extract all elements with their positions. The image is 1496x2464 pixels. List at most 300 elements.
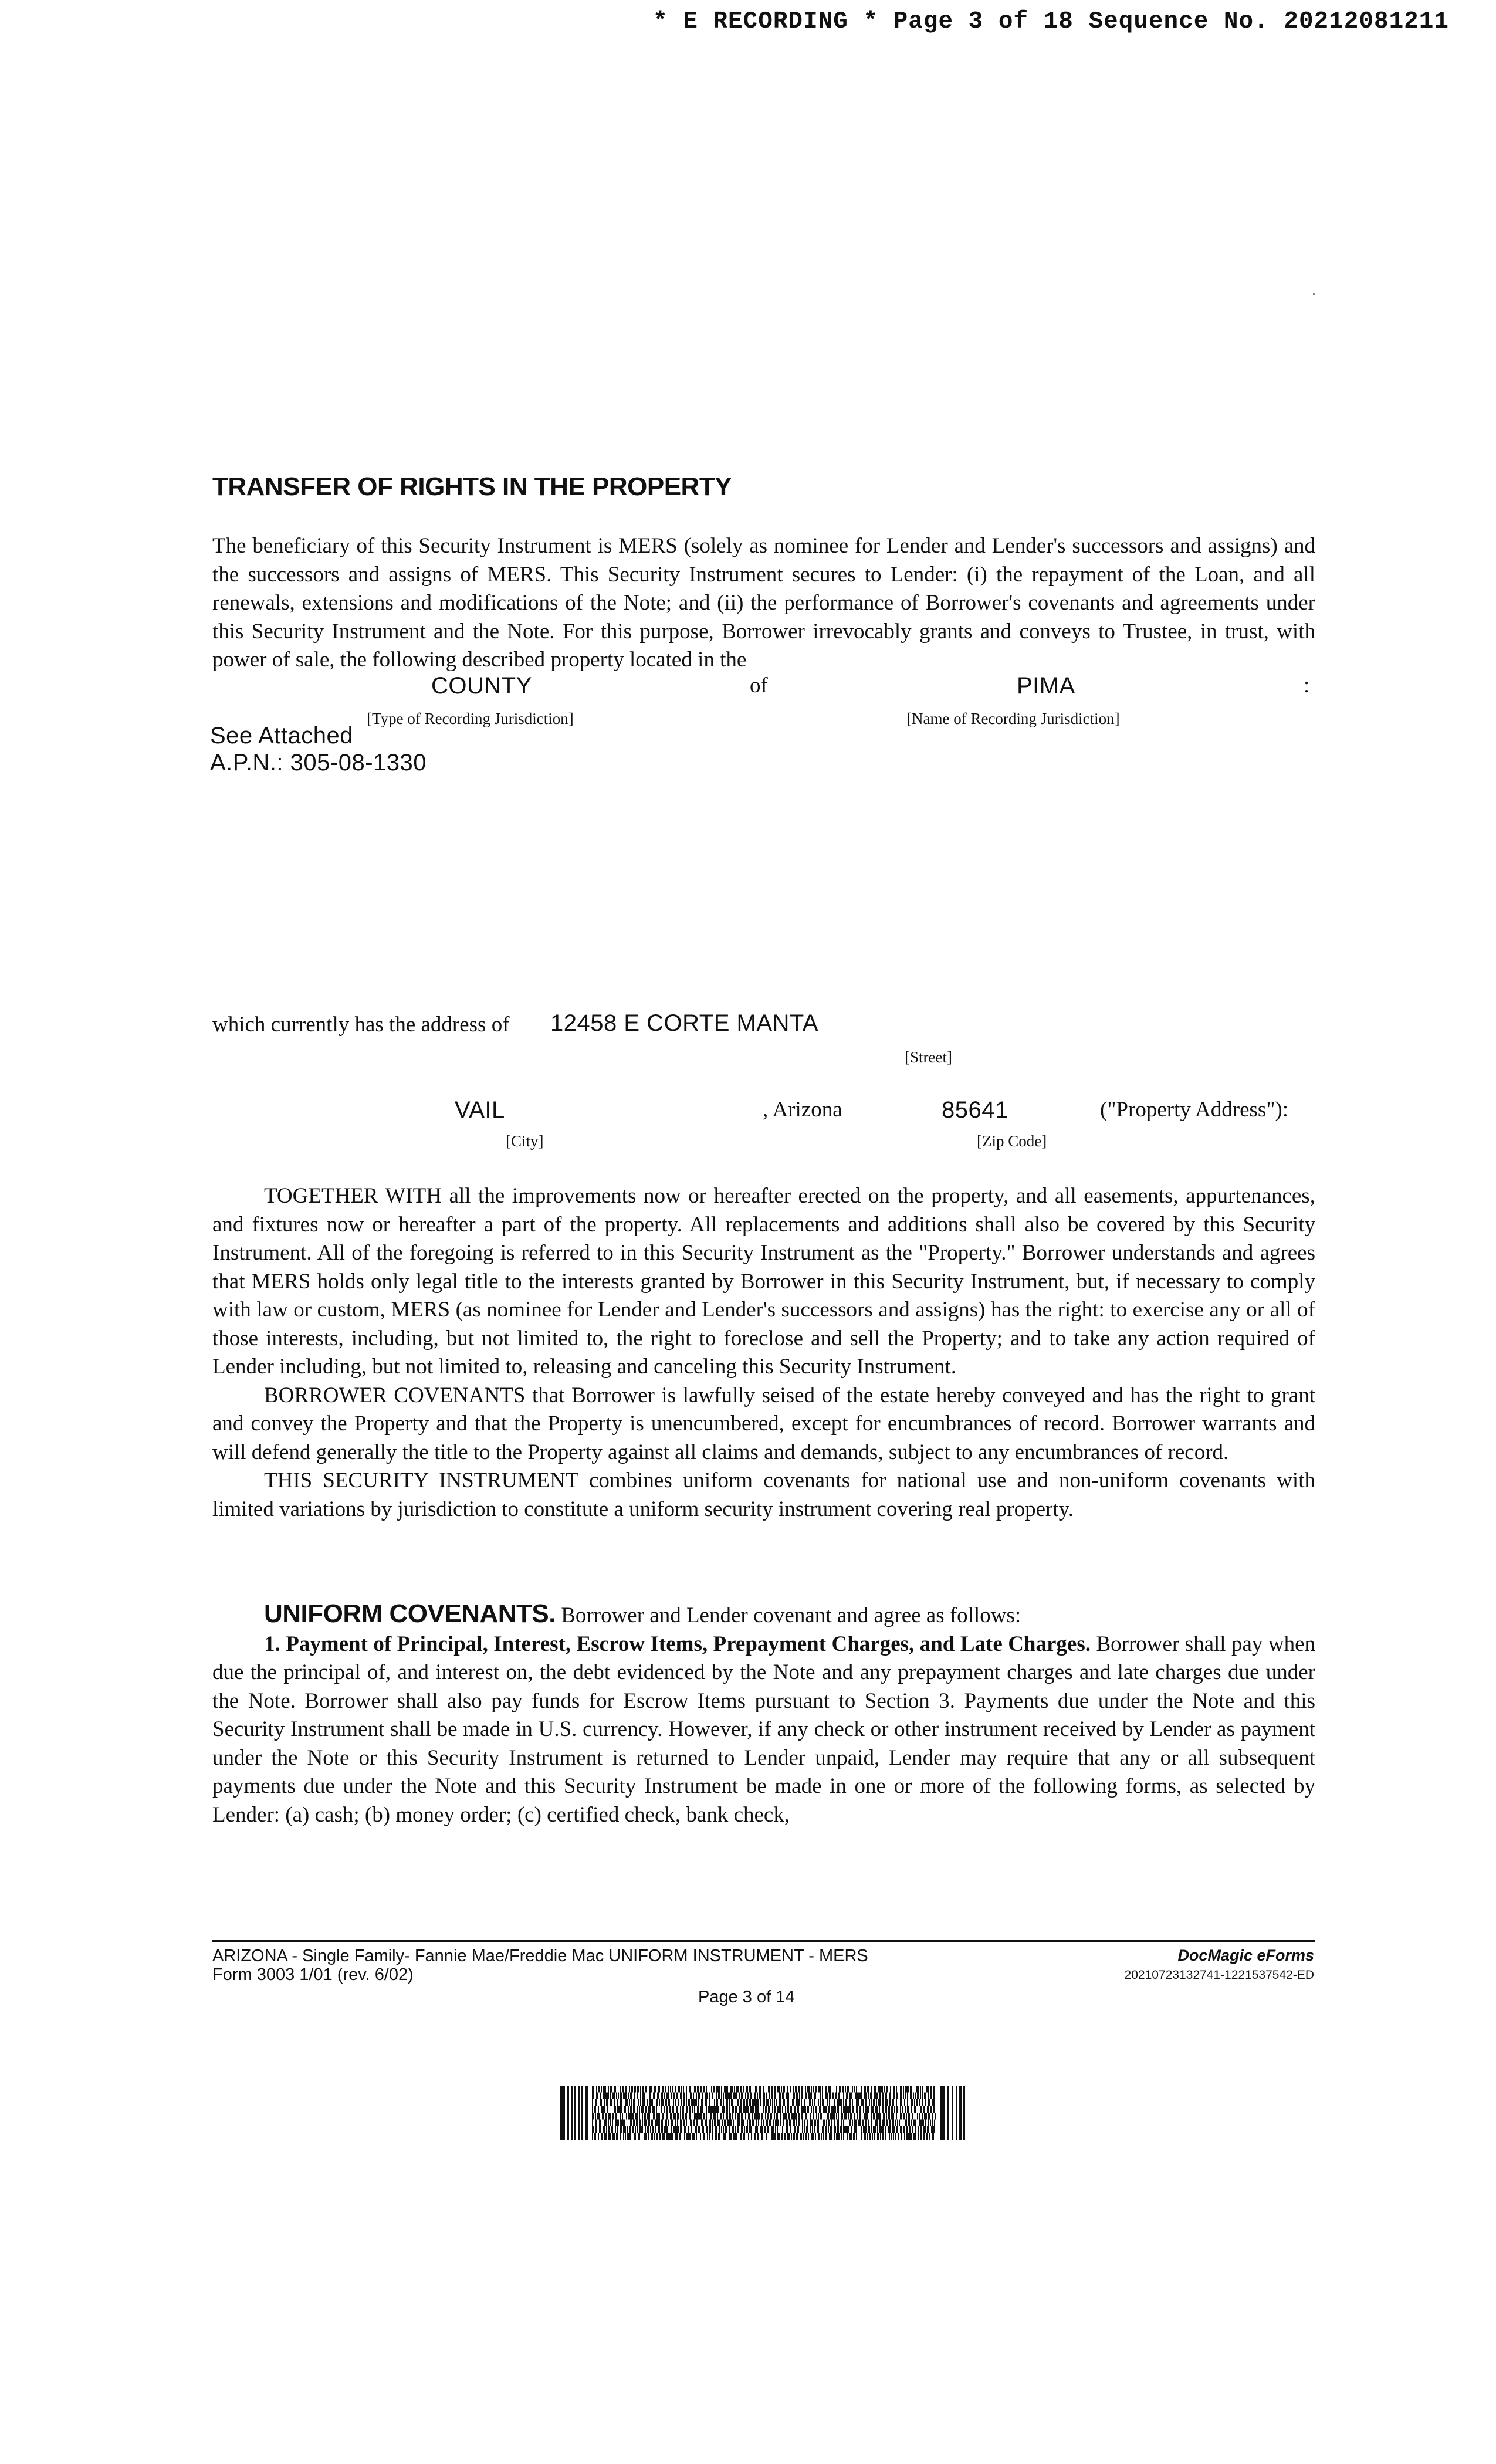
barcode-module: [862, 2120, 864, 2127]
barcode-module: [685, 2113, 687, 2120]
barcode-module: [889, 2099, 891, 2106]
barcode-module: [924, 2113, 926, 2120]
barcode-module: [642, 2093, 645, 2100]
barcode-module: [879, 2113, 881, 2120]
barcode-module: [725, 2086, 727, 2093]
barcode-module: [856, 2086, 857, 2093]
barcode-module: [885, 2099, 886, 2106]
barcode-module: [919, 2113, 920, 2120]
barcode-module: [642, 2120, 643, 2127]
barcode-module: [851, 2126, 852, 2133]
barcode-module: [926, 2086, 929, 2093]
barcode-module: [710, 2113, 712, 2120]
footer-page-number: Page 3 of 14: [698, 1988, 795, 2006]
barcode-module: [760, 2126, 763, 2133]
barcode-module: [608, 2126, 610, 2133]
barcode-module: [658, 2113, 659, 2120]
barcode-module: [818, 2086, 820, 2093]
barcode-module: [841, 2113, 843, 2120]
barcode-module: [814, 2120, 816, 2127]
barcode-module: [779, 2133, 780, 2140]
barcode-module: [680, 2106, 681, 2113]
barcode-module: [670, 2113, 672, 2120]
barcode-module: [922, 2113, 923, 2120]
barcode-module: [761, 2113, 763, 2120]
barcode-module: [850, 2113, 852, 2120]
barcode-module: [865, 2120, 867, 2127]
barcode-module: [633, 2099, 635, 2106]
barcode-module: [867, 2133, 868, 2140]
barcode-module: [900, 2126, 902, 2133]
barcode-module: [612, 2113, 614, 2120]
barcode-module: [754, 2093, 756, 2100]
barcode-module: [807, 2106, 808, 2113]
barcode-module: [756, 2126, 758, 2133]
barcode-module: [834, 2106, 836, 2113]
barcode-module: [625, 2126, 626, 2133]
barcode-module: [739, 2093, 740, 2100]
barcode-module: [894, 2106, 895, 2113]
property-address-label: ("Property Address"):: [1100, 1098, 1289, 1122]
barcode-module: [766, 2133, 767, 2140]
barcode-module: [729, 2126, 730, 2133]
barcode-module: [648, 2133, 649, 2140]
barcode-module: [841, 2106, 842, 2113]
barcode-module: [694, 2086, 696, 2093]
barcode-module: [868, 2086, 869, 2093]
barcode-module: [608, 2133, 611, 2140]
barcode-module: [743, 2120, 744, 2127]
barcode-module: [763, 2099, 765, 2106]
barcode-module: [780, 2120, 781, 2127]
barcode-module: [879, 2120, 881, 2127]
barcode-module: [845, 2086, 846, 2093]
barcode-module: [664, 2126, 665, 2133]
barcode-module: [830, 2133, 832, 2140]
barcode-module: [677, 2113, 679, 2120]
barcode-module: [780, 2093, 781, 2100]
barcode-module: [829, 2093, 831, 2100]
barcode-module: [600, 2099, 602, 2106]
barcode-module: [712, 2133, 713, 2140]
barcode-module: [703, 2133, 705, 2140]
transfer-paragraph: The beneficiary of this Security Instrument is MERS (solely as nominee for Lender and Lender's successors and assigns) and the successors and assigns of MERS. This Security Instrument secures to Lender: (i) the repayment of the Loan, and all renewals, extensions and modifications of the Note; and (ii) the performance of Borrower's covenants and agreements under this Security Instrument and the Note. For this purpose, Borrower irrevocably grants and conveys to Trustee, in trust, with power of sale, the following described property located in the: [212, 534, 1315, 672]
barcode-module: [930, 2120, 931, 2127]
barcode-module: [892, 2120, 894, 2127]
barcode-module: [900, 2113, 902, 2120]
barcode-module: [877, 2133, 878, 2140]
uniform-covenants-block: [212, 1600, 1315, 1829]
barcode-module: [844, 2113, 845, 2120]
barcode-module: [750, 2106, 752, 2113]
barcode-module: [797, 2099, 800, 2106]
barcode-module: [723, 2126, 724, 2133]
barcode-module: [706, 2126, 708, 2133]
barcode-module: [784, 2113, 786, 2120]
barcode-module: [696, 2113, 699, 2120]
barcode-module: [617, 2120, 619, 2127]
barcode-module: [920, 2133, 922, 2140]
barcode-module: [642, 2086, 644, 2093]
barcode-module: [913, 2120, 916, 2127]
barcode-module: [682, 2106, 684, 2113]
barcode-module: [635, 2126, 636, 2133]
barcode-module: [606, 2126, 607, 2133]
barcode-module: [747, 2126, 748, 2133]
barcode-module: [810, 2120, 813, 2127]
barcode-module: [863, 2106, 864, 2113]
barcode-module: [822, 2093, 823, 2100]
legal-description-line1: See Attached: [210, 723, 353, 749]
barcode-module: [831, 2106, 834, 2113]
barcode-module: [745, 2113, 746, 2120]
barcode-module: [835, 2093, 837, 2100]
barcode-module: [916, 2086, 919, 2093]
barcode-module: [749, 2120, 751, 2127]
barcode-module: [832, 2113, 835, 2120]
footer-form-line2: Form 3003 1/01 (rev. 6/02): [212, 1965, 414, 1984]
barcode-module: [828, 2086, 831, 2093]
barcode-module: [871, 2126, 872, 2133]
barcode-module: [729, 2113, 731, 2120]
barcode-module: [616, 2133, 618, 2140]
barcode-module: [830, 2126, 832, 2133]
barcode-module: [626, 2113, 627, 2120]
barcode-module: [733, 2120, 734, 2127]
barcode-module: [770, 2099, 771, 2106]
barcode-module: [601, 2106, 603, 2113]
barcode-module: [881, 2086, 883, 2093]
barcode-module: [630, 2120, 632, 2127]
barcode-module: [914, 2106, 916, 2113]
barcode-module: [648, 2120, 650, 2127]
barcode-module: [898, 2133, 899, 2140]
barcode-module: [935, 2113, 936, 2120]
barcode-module: [779, 2106, 781, 2113]
barcode-module: [925, 2120, 926, 2127]
barcode-module: [848, 2106, 849, 2113]
barcode-module: [656, 2133, 658, 2140]
barcode-module: [900, 2099, 902, 2106]
barcode-module: [620, 2133, 621, 2140]
barcode-module: [698, 2099, 699, 2106]
barcode-module: [791, 2133, 792, 2140]
barcode-module: [657, 2093, 659, 2100]
barcode-module: [861, 2086, 862, 2093]
barcode-module: [808, 2093, 811, 2100]
barcode-module: [630, 2093, 632, 2100]
barcode-module: [933, 2106, 935, 2113]
barcode-module: [705, 2099, 707, 2106]
barcode-module: [837, 2099, 840, 2106]
barcode-module: [788, 2093, 789, 2100]
barcode-module: [861, 2093, 862, 2100]
barcode-module: [841, 2120, 842, 2127]
barcode-module: [763, 2093, 765, 2100]
barcode-module: [622, 2086, 624, 2093]
barcode-module: [920, 2126, 922, 2133]
barcode-module: [865, 2126, 867, 2133]
barcode-module: [714, 2120, 716, 2127]
barcode-module: [906, 2126, 908, 2133]
barcode-module: [874, 2133, 875, 2140]
barcode-module: [601, 2133, 603, 2140]
barcode-module: [740, 2086, 742, 2093]
barcode-module: [838, 2133, 840, 2140]
barcode-module: [725, 2126, 727, 2133]
barcode-module: [666, 2133, 669, 2140]
barcode-module: [933, 2126, 935, 2133]
barcode-module: [661, 2099, 662, 2106]
barcode-module: [617, 2099, 618, 2106]
barcode-module: [871, 2099, 872, 2106]
barcode-module: [631, 2086, 633, 2093]
barcode-module: [605, 2113, 607, 2120]
barcode-module: [719, 2126, 720, 2133]
barcode-module: [903, 2126, 905, 2133]
barcode-module: [905, 2086, 906, 2093]
barcode-module: [717, 2120, 719, 2127]
barcode-module: [871, 2086, 872, 2093]
barcode-module: [813, 2086, 814, 2093]
barcode-module: [737, 2099, 739, 2106]
barcode-module: [881, 2126, 884, 2133]
barcode-module: [918, 2126, 919, 2133]
barcode-module: [743, 2099, 745, 2106]
barcode-module: [882, 2093, 884, 2100]
barcode-module: [793, 2133, 795, 2140]
barcode-module: [750, 2086, 751, 2093]
barcode-module: [849, 2099, 851, 2106]
barcode-module: [734, 2086, 735, 2093]
barcode-module: [719, 2120, 720, 2127]
barcode-module: [843, 2099, 844, 2106]
barcode-module: [926, 2113, 927, 2120]
barcode-module: [782, 2106, 783, 2113]
barcode-module: [905, 2106, 906, 2113]
barcode-module: [811, 2093, 812, 2100]
barcode-module: [845, 2099, 847, 2106]
barcode-module: [823, 2120, 825, 2127]
barcode-module: [811, 2106, 812, 2113]
barcode-module: [790, 2086, 791, 2093]
barcode-module: [726, 2099, 728, 2106]
barcode-module: [625, 2133, 626, 2140]
barcode-module: [634, 2093, 635, 2100]
barcode-module: [903, 2113, 905, 2120]
barcode-module: [712, 2120, 713, 2127]
barcode-module: [585, 2086, 588, 2140]
covenant-1-text: Borrower shall pay when due the principal of, and interest on, the debt evidenced by the Note and any prepayment charges and late charges due under the Note. Borrower shall also pay funds for Escrow Items pursuant to Section 3. Payments due under the Note and this Security Instrument shall be made in U.S. currency. However, if any check or other instrument received by Lender as payment under the Note or this Security Instrument is returned to Lender unpaid, Lender may require that any or all subsequent payments due under the Note and this Security Instrument be made in one or more of the following forms, as selected by Lender: (a) cash; (b) money order; (c) certified check, bank check,: [212, 1632, 1316, 1827]
uniform-covenants-intro-line: [212, 1600, 1315, 1630]
legal-description-apn: A.P.N.: 305-08-1330: [210, 750, 427, 776]
barcode-module: [870, 2093, 872, 2100]
barcode-module: [798, 2120, 800, 2127]
barcode-module: [918, 2133, 919, 2140]
barcode-module: [630, 2106, 632, 2113]
barcode-module: [729, 2099, 730, 2106]
barcode-module: [871, 2106, 872, 2113]
document-barcode: [560, 2086, 965, 2140]
barcode-module: [907, 2099, 908, 2106]
barcode-module: [673, 2093, 675, 2100]
barcode-module: [656, 2099, 658, 2106]
barcode-module: [744, 2126, 745, 2133]
barcode-module: [847, 2133, 848, 2140]
barcode-module: [868, 2126, 870, 2133]
barcode-module: [706, 2106, 707, 2113]
barcode-module: [869, 2099, 870, 2106]
barcode-module: [676, 2093, 678, 2100]
barcode-module: [813, 2106, 814, 2113]
barcode-module: [847, 2086, 849, 2093]
barcode-module: [610, 2086, 611, 2093]
barcode-module: [726, 2106, 728, 2113]
barcode-module: [748, 2133, 749, 2140]
barcode-module: [849, 2133, 852, 2140]
barcode-module: [845, 2113, 847, 2120]
barcode-module: [859, 2106, 861, 2113]
barcode-module: [686, 2106, 688, 2113]
barcode-module: [892, 2126, 893, 2133]
barcode-module: [842, 2086, 844, 2093]
barcode-module: [783, 2099, 785, 2106]
barcode-module: [681, 2093, 682, 2100]
barcode-module: [911, 2133, 912, 2140]
barcode-module: [690, 2120, 692, 2127]
barcode-module: [757, 2133, 759, 2140]
barcode-module: [719, 2086, 720, 2093]
barcode-module: [927, 2126, 929, 2133]
barcode-module: [746, 2086, 748, 2093]
barcode-module: [919, 2120, 922, 2127]
barcode-module: [909, 2126, 911, 2133]
uniform-covenants-intro: Borrower and Lender covenant and agree as follows:: [556, 1603, 1021, 1627]
barcode-module: [915, 2126, 916, 2133]
barcode-module: [875, 2120, 876, 2127]
barcode-module: [592, 2133, 593, 2140]
barcode-module: [754, 2133, 756, 2140]
barcode-module: [713, 2113, 715, 2120]
barcode-module: [841, 2133, 842, 2140]
barcode-module: [912, 2126, 913, 2133]
barcode-module: [882, 2099, 884, 2106]
barcode-module: [874, 2093, 876, 2100]
barcode-module: [705, 2120, 707, 2127]
barcode-module: [798, 2113, 800, 2120]
barcode-module: [608, 2093, 609, 2100]
barcode-module: [930, 2093, 932, 2100]
barcode-module: [871, 2120, 872, 2127]
barcode-module: [637, 2126, 638, 2133]
barcode-module: [822, 2126, 824, 2133]
barcode-module: [839, 2086, 841, 2093]
barcode-module: [932, 2099, 935, 2106]
barcode-module: [889, 2093, 891, 2100]
barcode-module: [689, 2106, 691, 2113]
barcode-module: [878, 2133, 879, 2140]
barcode-module: [731, 2099, 733, 2106]
barcode-module: [932, 2133, 934, 2140]
barcode-module: [681, 2099, 682, 2106]
barcode-module: [840, 2126, 842, 2133]
barcode-module: [922, 2086, 923, 2093]
barcode-module: [665, 2099, 667, 2106]
barcode-module: [689, 2086, 691, 2093]
barcode-module: [885, 2126, 886, 2133]
barcode-module: [795, 2086, 797, 2093]
barcode-module: [837, 2120, 839, 2127]
barcode-module: [825, 2133, 827, 2140]
barcode-module: [745, 2093, 746, 2100]
barcode-module: [601, 2086, 602, 2093]
barcode-module: [729, 2106, 730, 2113]
barcode-module: [695, 2099, 697, 2106]
barcode-module: [658, 2120, 660, 2127]
barcode-module: [733, 2093, 735, 2100]
barcode-module: [683, 2120, 685, 2127]
barcode-module: [574, 2086, 576, 2140]
barcode-module: [654, 2086, 656, 2093]
barcode-module: [834, 2120, 835, 2127]
barcode-module: [906, 2086, 909, 2093]
barcode-module: [600, 2093, 601, 2100]
barcode-module: [690, 2093, 691, 2100]
barcode-module: [757, 2106, 759, 2113]
barcode-module: [741, 2126, 743, 2133]
barcode-module: [915, 2093, 916, 2100]
barcode-module: [672, 2106, 674, 2113]
barcode-module: [603, 2093, 604, 2100]
barcode-module: [656, 2120, 658, 2127]
barcode-module: [761, 2133, 763, 2140]
barcode-module: [709, 2120, 711, 2127]
barcode-module: [861, 2099, 864, 2106]
barcode-module: [737, 2120, 740, 2127]
barcode-module: [920, 2093, 921, 2100]
barcode-module: [885, 2133, 886, 2140]
barcode-module: [930, 2086, 932, 2093]
barcode-module: [896, 2113, 897, 2120]
barcode-module: [767, 2113, 769, 2120]
barcode-module: [927, 2106, 929, 2113]
barcode-module: [735, 2133, 737, 2140]
barcode-module: [859, 2093, 861, 2100]
barcode-module: [700, 2086, 702, 2093]
barcode-module: [681, 2126, 682, 2133]
barcode-module: [680, 2113, 681, 2120]
barcode-module: [768, 2106, 770, 2113]
barcode-module: [854, 2086, 855, 2093]
barcode-module: [741, 2120, 743, 2127]
barcode-module: [782, 2126, 783, 2133]
barcode-module: [892, 2113, 894, 2120]
barcode-module: [752, 2106, 754, 2113]
barcode-module: [804, 2099, 805, 2106]
barcode-module: [668, 2086, 669, 2093]
barcode-module: [688, 2133, 691, 2140]
barcode-module: [681, 2086, 682, 2093]
barcode-module: [818, 2113, 819, 2120]
barcode-module: [617, 2106, 620, 2113]
barcode-module: [671, 2133, 673, 2140]
barcode-module: [796, 2113, 797, 2120]
docmagic-logo: DocMagic eForms: [1177, 1947, 1314, 1964]
barcode-module: [691, 2126, 692, 2133]
barcode-module: [683, 2086, 684, 2093]
barcode-module: [655, 2126, 656, 2133]
barcode-module: [637, 2106, 638, 2113]
